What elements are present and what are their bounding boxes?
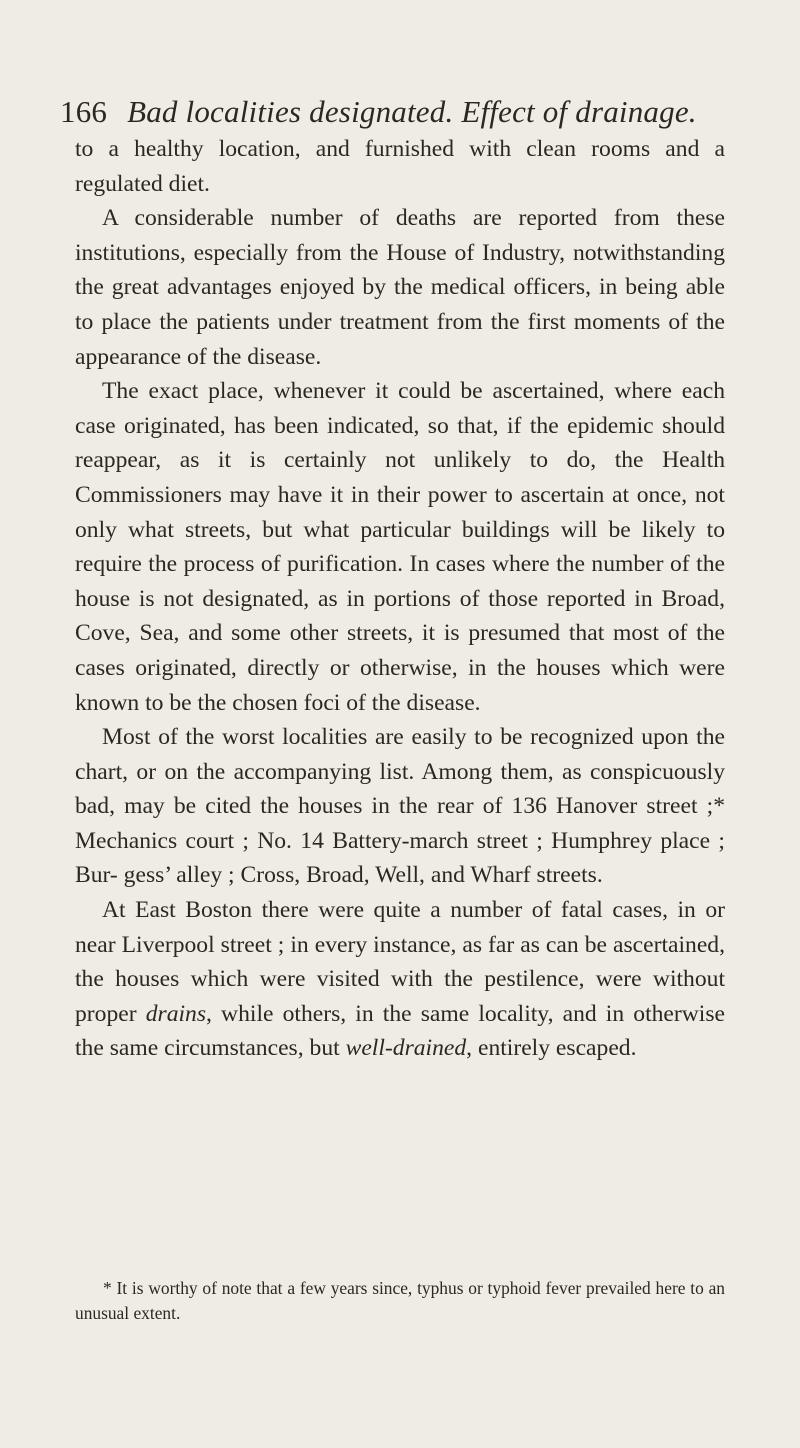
drains-emphasis: drains [145,1000,207,1027]
east-boston-text-1: At East Boston there were quite a number of fatal cases, in or near Liverpool street ; in every instance, as far as can be ascertained, the houses which were visited with the pestilence, were without proper [75,897,725,1027]
footnote-text: * It is worthy of note that a few years since, typhus or typhoid fever prevailed here to an unusual extent. [75,1278,725,1323]
page-number: 166 [60,94,108,129]
paragraph-continued: to a healthy location, and furnished with clean rooms and a regulated diet. [75,136,725,197]
paragraph-exact-place: The exact place, whenever it could be ascertained, where each case originated, has been indicated, so that, if the epidemic should reappear, as it is certainly not unlikely to do, the Health Commissioners may have it in their power to ascertain at once, not only what streets, but what particular buildings will be likely to require the process of purification. In cases where the number of the house is not designated, as in portions of those reported in Broad, Cove, Sea, and some other streets, it is presumed that most of the cases originated, directly or otherwise, in the houses which were known to be the chosen foci of the disease. [75,378,725,716]
paragraph-east-boston [75,893,725,1066]
east-boston-text-2: , while others, in the same locality, and in otherwise the same circumstances, but [75,1000,725,1062]
footnote [75,1276,725,1326]
paragraph-worst-localities: Most of the worst localities are easily to be recognized upon the chart, or on the accompanying list. Among them, as conspicuously bad, may be cited the houses in the rear of 136 Hanover street ;* Mechanics court ; No. 14 Battery-march street ; Humphrey place ; Bur- gess’ alley ; Cross, Broad, Well, and Wharf streets. [75,724,725,889]
well-drained-emphasis: well-drained [345,1035,467,1062]
running-title: Bad localities designated. Effect of drainage. [127,94,697,129]
body-text [75,132,725,1066]
paragraph-deaths: A considerable number of deaths are reported from these institutions, especially from the House of Industry, notwithstanding the great advantages enjoyed by the medical officers, in being able to place the patients under treatment from the first moments of the appearance of the disease. [75,205,725,370]
east-boston-text-3: , entirely escaped. [466,1035,637,1062]
running-header [60,92,697,132]
footnote-separator [75,1258,725,1259]
